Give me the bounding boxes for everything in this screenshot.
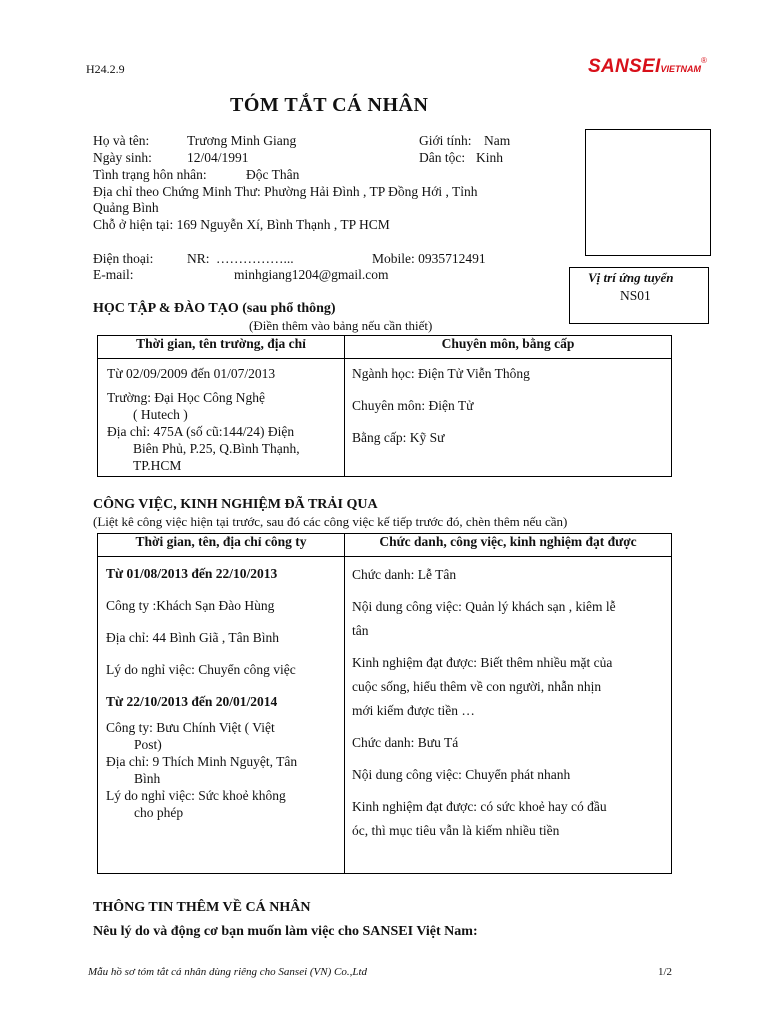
job2-reason-line1: Lý do nghỉ việc: Sức khoẻ không — [106, 788, 286, 803]
email-label: E-mail: — [93, 267, 134, 282]
job1-exp-line1: Kinh nghiệm đạt được: Biết thêm nhiều mặt của — [352, 655, 613, 670]
sansei-logo — [588, 56, 707, 78]
extra-question: Nêu lý do và động cơ bạn muốn làm việc cho SANSEI Việt Nam: — [93, 924, 478, 939]
education-degree: Bằng cấp: Kỹ Sư — [352, 430, 445, 445]
logo-brand: SANSEI — [588, 56, 661, 77]
document-code: H24.2.9 — [86, 62, 125, 76]
current-address: Chỗ ở hiện tại: 169 Nguyễn Xí, Bình Thạnh , TP HCM — [93, 217, 390, 232]
job1-reason: Lý do nghỉ việc: Chuyển công việc — [106, 662, 296, 677]
work-right-cell — [345, 557, 672, 874]
work-subheading: (Liệt kê công việc hiện tại trước, sau đó các công việc kế tiếp trước đó, chèn thêm nếu cần) — [93, 514, 568, 529]
dob-value: 12/04/1991 — [187, 150, 249, 165]
education-period: Từ 02/09/2009 đến 01/07/2013 — [107, 366, 276, 381]
gender-label: Giới tính: — [419, 133, 472, 148]
marital-label: Tình trạng hôn nhân: — [93, 167, 207, 182]
name-label: Họ và tên: — [93, 133, 150, 148]
job1-period: Từ 01/08/2013 đến 22/10/2013 — [106, 566, 278, 581]
job2-period: Từ 22/10/2013 đến 20/01/2014 — [106, 694, 278, 709]
marital-value: Độc Thân — [246, 167, 300, 182]
job2-company-line2: Post) — [134, 737, 162, 752]
job1-title: Chức danh: Lễ Tân — [352, 567, 457, 582]
phone-label: Điện thoại: — [93, 251, 154, 266]
ethnic-value: Kinh — [476, 150, 503, 165]
education-address-line1: Địa chỉ: 475A (số cũ:144/24) Điện — [107, 424, 295, 439]
email-value: minhgiang1204@gmail.com — [234, 267, 389, 282]
dob-label: Ngày sinh: — [93, 150, 152, 165]
id-address-line2: Quảng Bình — [93, 200, 159, 215]
job2-duty: Nội dung công việc: Chuyển phát nhanh — [352, 767, 571, 782]
work-left-cell — [98, 557, 345, 874]
education-specialty: Chuyên môn: Điện Tử — [352, 398, 474, 413]
job1-company: Công ty :Khách Sạn Đào Hùng — [106, 598, 275, 613]
gender-value: Nam — [484, 133, 511, 148]
education-col2-header: Chuyên môn, bằng cấp — [345, 336, 672, 359]
education-subheading: (Điền thêm vào bảng nếu cần thiết) — [249, 318, 433, 333]
footer-note: Mẫu hồ sơ tóm tắt cá nhân dùng riêng cho Sansei (VN) Co.,Ltd — [88, 966, 368, 978]
work-table — [97, 533, 672, 874]
job2-title: Chức danh: Bưu Tá — [352, 735, 459, 750]
job2-company-line1: Công ty: Bưu Chính Việt ( Việt — [106, 720, 275, 735]
mobile: Mobile: 0935712491 — [372, 251, 486, 266]
job2-address-line1: Địa chỉ: 9 Thích Minh Nguyệt, Tân — [106, 754, 298, 769]
logo-reg: ® — [701, 56, 707, 65]
education-address-line3: TP.HCM — [133, 458, 182, 473]
education-address-line2: Biên Phủ, P.25, Q.Bình Thạnh, — [133, 441, 300, 456]
job2-exp-line2: óc, thì mục tiêu vẫn là kiếm nhiều tiền — [352, 823, 560, 838]
logo-sub: VIETNAM — [660, 64, 702, 74]
work-col1-header: Thời gian, tên, địa chỉ công ty — [98, 534, 345, 557]
extra-heading: THÔNG TIN THÊM VỀ CÁ NHÂN — [93, 900, 311, 915]
job1-exp-line2: cuộc sống, hiểu thêm về con người, nhẫn nhịn — [352, 679, 602, 694]
page-title: TÓM TẮT CÁ NHÂN — [230, 94, 429, 116]
education-school-short: ( Hutech ) — [133, 407, 188, 422]
job2-exp-line1: Kinh nghiệm đạt được: có sức khoẻ hay có đầu — [352, 799, 607, 814]
ethnic-label: Dân tộc: — [419, 150, 466, 165]
name-value: Trương Minh Giang — [187, 133, 297, 148]
phone-nr-value: ……………... — [216, 251, 294, 266]
phone-nr-label: NR: — [187, 251, 210, 266]
job2-reason-line2: cho phép — [134, 805, 184, 820]
education-heading: HỌC TẬP & ĐÀO TẠO (sau phổ thông) — [93, 301, 336, 316]
education-right-cell — [345, 359, 672, 477]
job1-duty-line2: tân — [352, 623, 369, 638]
education-table — [97, 335, 672, 477]
page-number: 1/2 — [658, 966, 673, 978]
position-value: NS01 — [620, 288, 651, 303]
education-major: Ngành học: Điện Tử Viễn Thông — [352, 366, 530, 381]
job1-duty-line1: Nội dung công việc: Quản lý khách sạn , kiêm lễ — [352, 599, 616, 614]
education-col1-header: Thời gian, tên trường, địa chỉ — [98, 336, 345, 359]
id-address-line1: Địa chỉ theo Chứng Minh Thư: Phường Hải Đình , TP Đồng Hới , Tỉnh — [93, 184, 478, 199]
photo-placeholder — [585, 129, 711, 256]
work-heading: CÔNG VIỆC, KINH NGHIỆM ĐÃ TRẢI QUA — [93, 497, 378, 512]
education-left-cell — [98, 359, 345, 477]
position-label: Vị trí ứng tuyển — [588, 270, 674, 285]
job2-address-line2: Bình — [134, 771, 161, 786]
work-col2-header: Chức danh, công việc, kinh nghiệm đạt được — [345, 534, 672, 557]
education-school: Trường: Đại Học Công Nghệ — [107, 390, 265, 405]
job1-exp-line3: mới kiếm được tiền … — [352, 703, 475, 718]
job1-address: Địa chỉ: 44 Bình Giã , Tân Bình — [106, 630, 279, 645]
